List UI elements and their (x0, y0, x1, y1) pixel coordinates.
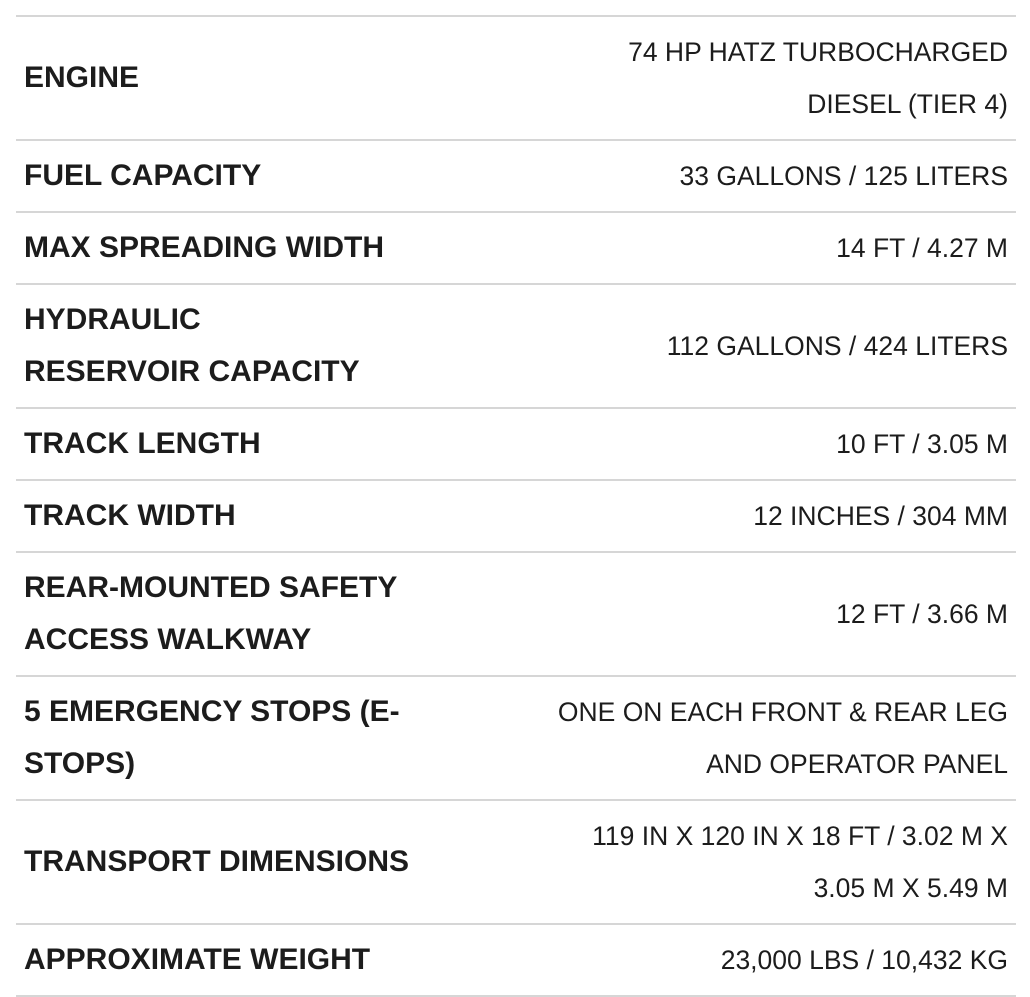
spec-value: 112 GALLONS / 424 LITERS (666, 331, 1008, 361)
spec-label: MAX SPREADING WIDTH (24, 231, 384, 264)
spec-row-hydraulic-reservoir-capacity (16, 284, 1016, 408)
spec-row-approximate-weight (16, 924, 1016, 996)
spec-label: TRACK LENGTH (24, 427, 261, 460)
spec-label: APPROXIMATE WEIGHT (24, 943, 371, 976)
spec-value: 23,000 LBS / 10,432 KG (720, 945, 1008, 975)
spec-label: TRANSPORT DIMENSIONS (24, 845, 410, 878)
specifications-table (16, 15, 1016, 997)
spec-value: 14 FT / 4.27 M (836, 233, 1008, 263)
spec-row-max-spreading-width (16, 212, 1016, 284)
spec-label: REAR-MOUNTED SAFETY ACCESS WALKWAY (24, 571, 397, 656)
spec-row-rear-mounted-safety-access-walkway (16, 552, 1016, 676)
spec-label: ENGINE (24, 61, 140, 94)
specifications-body (16, 16, 1016, 996)
spec-row-fuel-capacity (16, 140, 1016, 212)
spec-value: 12 INCHES / 304 MM (753, 501, 1008, 531)
spec-value: 74 HP HATZ TURBOCHARGED DIESEL (TIER 4) (628, 37, 1008, 119)
spec-value: 33 GALLONS / 125 LITERS (679, 161, 1008, 191)
spec-value: 10 FT / 3.05 M (836, 429, 1008, 459)
spec-row-emergency-stops (16, 676, 1016, 800)
spec-label: FUEL CAPACITY (24, 159, 262, 192)
spec-value: ONE ON EACH FRONT & REAR LEG AND OPERATOR PANEL (557, 697, 1008, 779)
spec-row-track-length (16, 408, 1016, 480)
spec-label: HYDRAULIC RESERVOIR CAPACITY (24, 303, 360, 388)
spec-row-engine (16, 16, 1016, 140)
spec-value: 119 IN X 120 IN X 18 FT / 3.02 M X 3.05 M X 5.49 M (592, 821, 1008, 903)
spec-label: 5 EMERGENCY STOPS (E-STOPS) (24, 695, 400, 780)
spec-label: TRACK WIDTH (24, 499, 236, 532)
spec-row-track-width (16, 480, 1016, 552)
spec-value: 12 FT / 3.66 M (836, 599, 1008, 629)
spec-row-transport-dimensions (16, 800, 1016, 924)
